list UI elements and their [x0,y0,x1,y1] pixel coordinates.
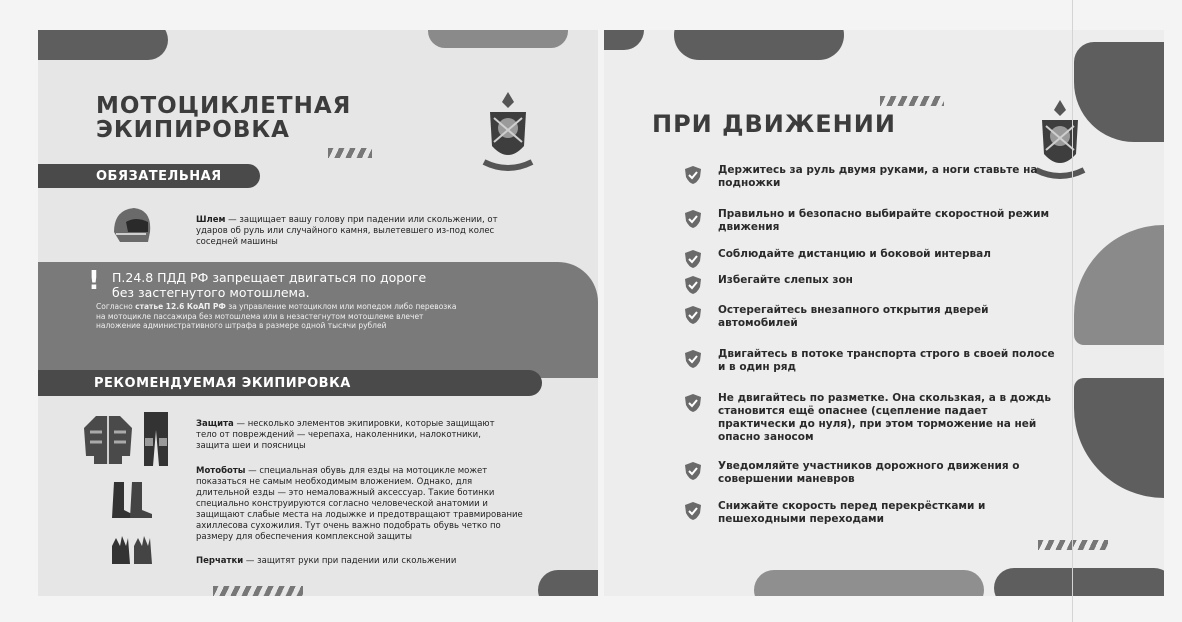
decor-shape [994,568,1164,596]
gloves-term: Перчатки [196,556,244,566]
title-line-1: МОТОЦИКЛЕТНАЯ [96,93,352,119]
boots-description [196,466,526,543]
exclamation-icon: ! [88,266,100,296]
moto-jacket-icon [82,412,134,466]
gloves-text: — защитят руки при падении или скольжении [243,556,457,566]
left-page [38,30,598,596]
decor-stripes [1038,540,1108,550]
scan-edge-line [1072,0,1073,622]
rule-text: Держитесь за руль двумя руками, а ноги ставьте на подножки [718,164,1038,189]
rule-text: Правильно и безопасно выбирайте скоростной режим движения [718,208,1050,233]
shield-check-icon [684,249,702,269]
decor-shape [428,30,568,48]
section-recommended-label: РЕКОМЕНДУЕМАЯ ЭКИПИРОВКА [94,375,351,391]
protection-term: Защита [196,419,234,429]
decor-shape [674,30,844,60]
rule-item [684,460,1064,486]
decor-shape [538,570,598,596]
shield-check-icon [684,165,702,185]
rule-text: Снижайте скорость перед перекрёстками и пешеходными переходами [718,500,986,525]
decor-shape [38,30,168,60]
protection-text: — несколько элементов экипировки, которые защищают тело от повреждений — черепаха, наколенники, налокотники, защита шеи и поясницы [196,419,495,451]
rule-item [684,208,1064,234]
title-line-2: ЭКИПИРОВКА [96,117,290,143]
rule-item [684,304,1064,330]
section-mandatory [38,164,260,188]
rule-item [684,392,1064,444]
boots-text: — специальная обувь для езды на мотоцикле может показаться не самым необходимым вложением. Однако, для длительной езды — это немаловажный аксессуар. Такие ботинки специально конструируются согласно человеческой анатомии и защищают слабые места на лодыжке и предотвращают травмирование ахиллесова сухожилия. Тут очень важно подобрать обувь четко по размеру для обеспечения комплексной защиты [196,466,523,542]
rule-text: Избегайте слепых зон [718,274,853,286]
gloves-description [196,556,516,567]
warning-body-ref: статье 12.6 КоАП РФ [135,302,226,311]
decor-stripes [328,148,372,158]
rule-text: Остерегайтесь внезапного открытия дверей автомобилей [718,304,989,329]
helmet-icon [110,204,154,248]
rule-text: Соблюдайте дистанцию и боковой интервал [718,248,991,260]
decor-shape [1074,225,1164,345]
shield-check-icon [684,275,702,295]
page-title [96,94,351,142]
rule-item [684,274,1064,295]
shield-check-icon [684,393,702,413]
police-emblem-icon [478,88,538,180]
moto-pants-icon [142,410,170,468]
shield-check-icon [684,349,702,369]
helmet-term: Шлем [196,215,226,225]
helmet-text: — защищает вашу голову при падении или скольжении, от ударов об руль или случайного камня, вылетевшего из-под колес соседней машины [196,215,498,247]
warning-headline: П.24.8 ПДД РФ запрещает двигаться по дороге без застегнутого мотошлема. [112,270,427,300]
decor-shape [1074,378,1164,498]
shield-check-icon [684,501,702,521]
rule-text: Не двигайтесь по разметке. Она скользкая, а в дождь становится ещё опаснее (сцепление падает практически до нуля), при этом торможение на ней опасно заносом [718,392,1052,443]
warning-body-text: за управление мотоциклом или мопедом либо перевозка на мотоцикле пассажира без мотошлема или в незастегнутом мотошлеме влечет наложение административного штрафа в размере одной тысячи рублей [96,302,457,330]
section-mandatory-label: ОБЯЗАТЕЛЬНАЯ [96,168,222,184]
protection-description [196,419,516,452]
shield-check-icon [684,305,702,325]
warning-body [96,302,466,331]
rule-text: Уведомляйте участников дорожного движения о совершении маневров [718,460,1020,485]
rule-item [684,500,1064,526]
rule-item [684,248,1064,269]
rule-item [684,164,1064,190]
decor-stripes [213,586,303,596]
decor-shape [754,570,984,596]
boots-term: Мотоботы [196,466,246,476]
gloves-icon [110,534,154,568]
rule-item [684,348,1064,374]
moto-boots-icon [110,480,154,520]
decor-shape [604,30,644,50]
rule-text: Двигайтесь в потоке транспорта строго в своей полосе и в один ряд [718,348,1055,373]
decor-stripes [880,96,944,106]
helmet-description [196,215,506,248]
right-page [604,30,1164,596]
shield-check-icon [684,461,702,481]
warning-body-prefix: Согласно [96,302,136,311]
section-recommended [38,370,542,396]
shield-check-icon [684,209,702,229]
page-title: ПРИ ДВИЖЕНИИ [652,110,896,138]
